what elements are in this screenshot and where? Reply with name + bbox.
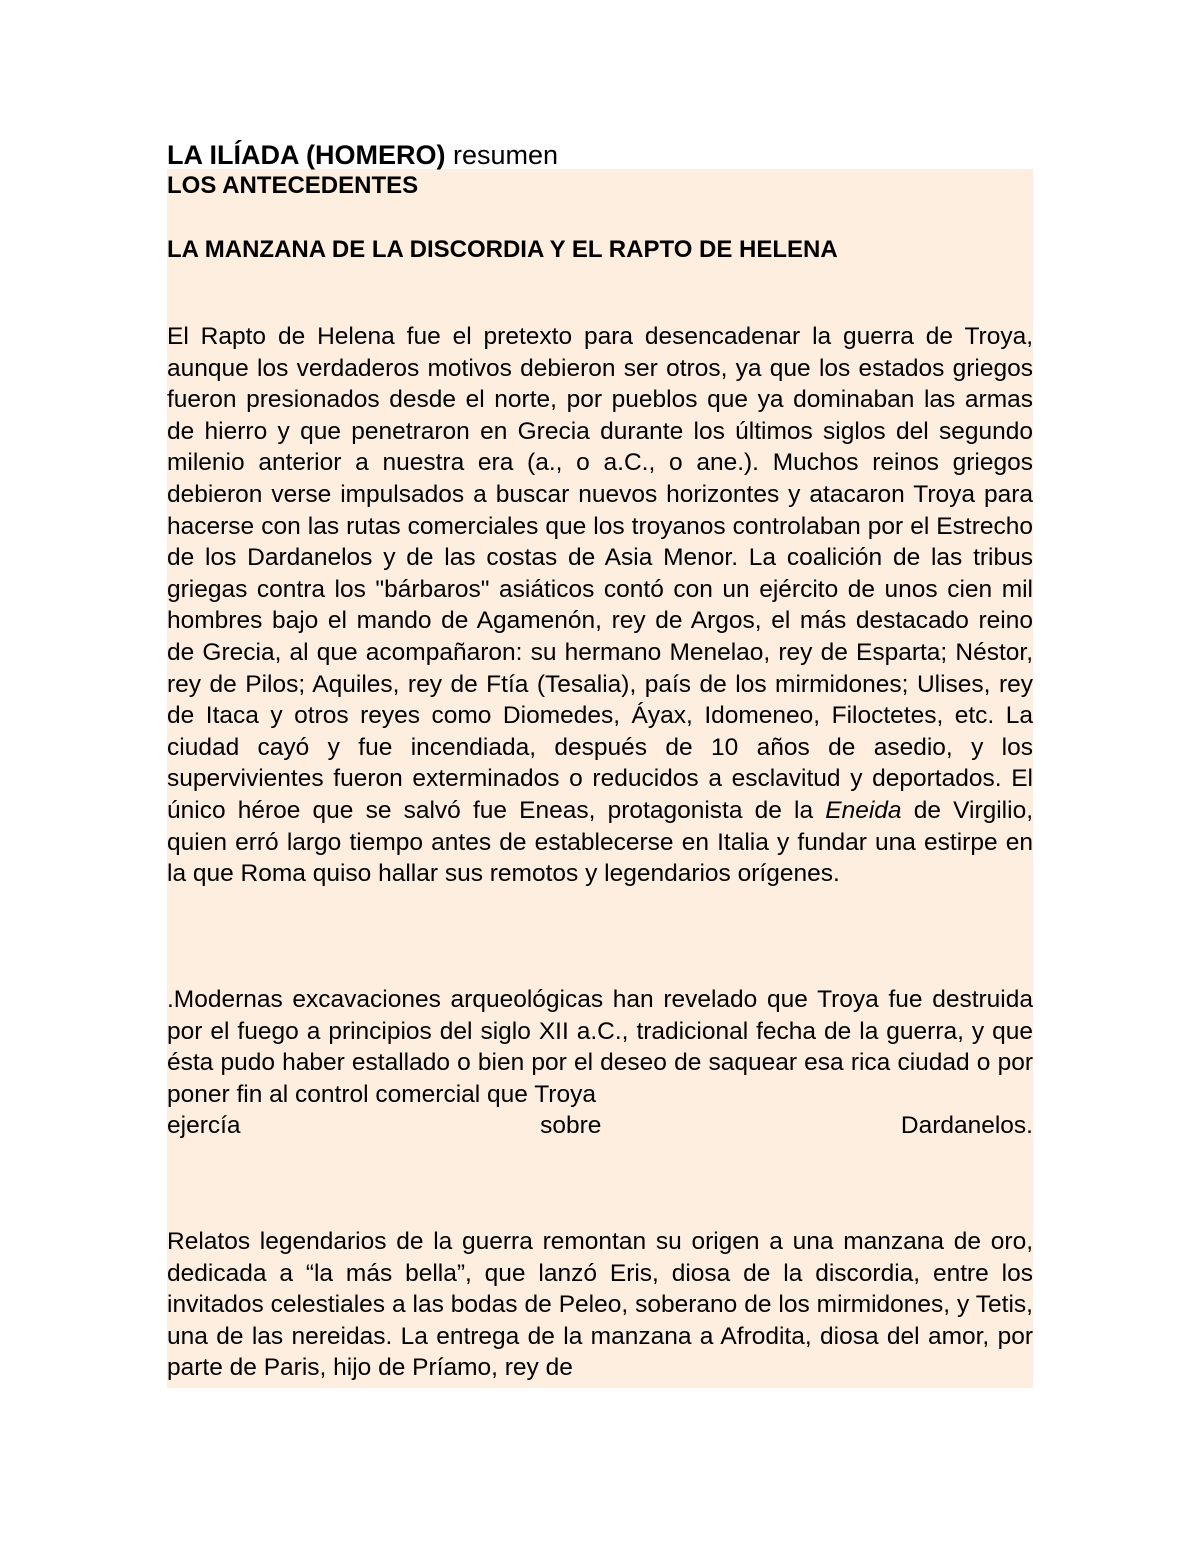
paragraph-2 <box>167 984 1033 1142</box>
paragraph-3: Relatos legendarios de la guerra remontan su origen a una manzana de oro, dedicada a “la más bella”, que lanzó Eris, diosa de la discordia, entre los invitados celestiales a las bodas de Peleo, soberano de los mirmidones, y Tetis, una de las nereidas. La entrega de la manzana a Afrodita, diosa del amor, por parte de Paris, hijo de Príamo, rey de <box>167 1228 1033 1382</box>
title-bold: LA ILÍADA (HOMERO) <box>167 140 446 170</box>
last-line-word-2: sobre <box>540 1112 602 1140</box>
last-line-word-1: ejercía <box>167 1112 241 1140</box>
last-line-word-3: Dardanelos. <box>900 1112 1033 1140</box>
title-suffix: resumen <box>445 140 559 170</box>
section-heading: LOS ANTECEDENTES <box>167 172 419 199</box>
paragraph-1 <box>167 321 1033 890</box>
subheading: LA MANZANA DE LA DISCORDIA Y EL RAPTO DE HELENA <box>167 236 838 263</box>
paragraph-2-text: .Modernas excavaciones arqueológicas han revelado que Troya fue destruida por el fuego a principios del siglo XII a.C., tradicional fecha de la guerra, y que ésta pudo haber estallado o bien por el deseo de saquear esa rica ciudad o por poner fin al control comercial que Troya <box>167 986 1033 1108</box>
paragraph-2-last-line <box>167 1110 1033 1142</box>
paragraph-1-text-b: de Virgilio, quien erró largo tiempo antes de establecerse en Italia y fundar una estirpe en la que Roma quiso hallar sus remotos y legendarios orígenes. <box>167 796 1033 888</box>
paragraph-1-italic: Eneida <box>825 796 902 824</box>
document-title <box>167 137 558 173</box>
paragraph-1-text-a: El Rapto de Helena fue el pretexto para desencadenar la guerra de Troya, aunque los verdaderos motivos debieron ser otros, ya que los estados griegos fueron presionados desde el norte, por pueblos que ya dominaban las armas de hierro y que penetraron en Grecia durante los últimos siglos del segundo milenio anterior a nuestra era (a., o a.C., o ane.). Muchos reinos griegos debieron verse impulsados a buscar nuevos horizontes y atacaron Troya para hacerse con las rutas comerciales que los troyanos controlaban por el Estrecho de los Dardanelos y de las costas de Asia Menor. La coalición de las tribus griegas contra los "bárbaros" asiáticos contó con un ejército de unos cien mil hombres bajo el mando de Agamenón, rey de Argos, el más destacado reino de Grecia, al que acompañaron: su hermano Menelao, rey de Esparta; Néstor, rey de Pilos; Aquiles, rey de Ftía (Tesalia), país de los mirmidones; Ulises, rey de Itaca y otros reyes como Diomedes, Áyax, Idomeneo, Filoctetes, etc. La ciudad cayó y fue incendiada, después de 10 años de asedio, y los supervivientes fueron exterminados o reducidos a esclavitud y deportados. El único héroe que se salvó fue Eneas, protagonista de la <box>167 323 1033 824</box>
